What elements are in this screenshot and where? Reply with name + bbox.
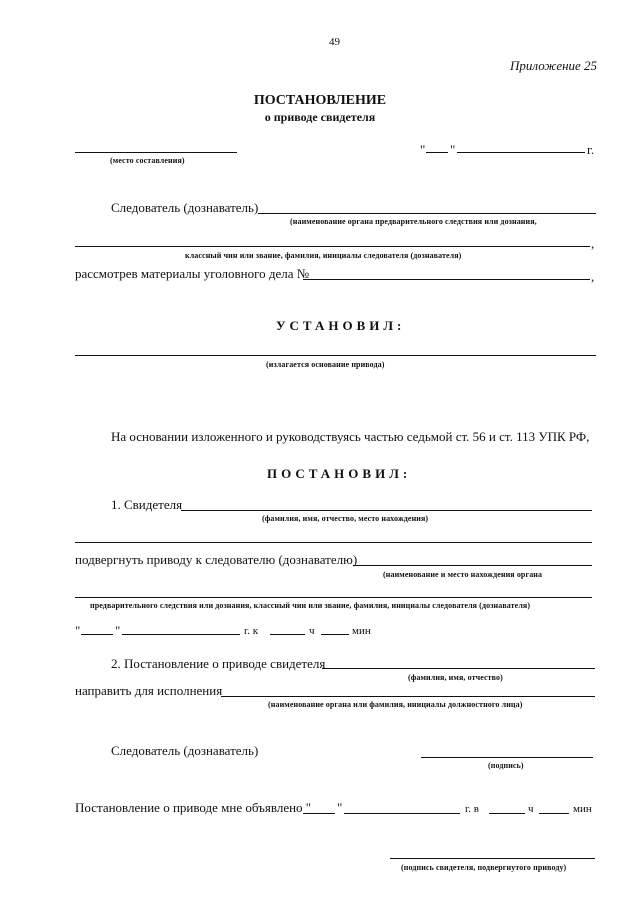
announce-day-field[interactable] [303,813,335,814]
time-hour-field[interactable] [270,634,305,635]
basis-text: На основании изложенного и руководствуясь частью седьмой ст. 56 и ст. 113 УПК РФ, [111,429,590,444]
place-field[interactable] [75,152,237,153]
announce-quote-close: " [337,800,343,815]
execute-field[interactable] [221,696,595,697]
document-subtitle: о приводе свидетеля [264,110,376,124]
established-heading: УСТАНОВИЛ: [276,318,406,333]
time-quote-close: " [115,623,121,638]
case-number-field[interactable] [303,279,590,280]
investigator-comma: , [591,236,595,251]
execute-label: направить для исполнения [75,683,223,698]
page-number: 49 [329,36,340,48]
date-quote-close: " [450,142,456,157]
signature-field[interactable] [421,757,593,758]
time-year-label: г. к [244,625,259,637]
investigator-label: Следователь (дознаватель) [111,200,259,215]
investigator-org-field[interactable] [258,213,596,214]
date-year-suffix: г. [587,142,595,157]
subject-label: подвергнуть приводу к следователю (дознавателю) [75,552,358,567]
investigator-rank-caption: классный чин или звание, фамилия, инициалы следователя (дознавателя) [185,251,462,260]
witness-name-field[interactable] [181,510,592,511]
time-quote-open: " [75,623,81,638]
announce-hour-label: ч [528,803,534,815]
witness-signature-caption: (подпись свидетеля, подвергнутого приводу) [401,863,567,872]
subject-caption: (наименование и место нахождения органа [383,570,543,579]
announce-minute-label: мин [573,803,592,815]
case-comma: , [591,269,595,284]
item1-label: 1. Свидетеля [111,497,183,512]
time-minute-field[interactable] [321,634,349,635]
resolved-heading: ПОСТАНОВИЛ: [267,466,412,481]
execute-caption: (наименование органа или фамилия, инициалы должностного лица) [268,700,523,709]
time-hour-label: ч [309,625,315,637]
time-month-field[interactable] [122,634,240,635]
item2-label: 2. Постановление о приводе свидетеля [111,656,326,671]
date-day-field[interactable] [426,152,448,153]
subject-rank-field[interactable] [75,597,592,598]
signature-caption: (подпись) [488,761,524,770]
appendix-label: Приложение 25 [510,58,598,73]
signature-label: Следователь (дознаватель) [111,743,259,758]
witness-location-field[interactable] [75,542,592,543]
time-minute-label: мин [352,625,371,637]
case-label: рассмотрев материалы уголовного дела № [75,266,310,281]
announce-label: Постановление о приводе мне объявлено " [75,800,312,815]
witness-signature-field[interactable] [390,858,595,859]
subject-org-field[interactable] [353,565,592,566]
investigator-rank-field[interactable] [75,246,590,247]
place-caption: (место составления) [110,156,185,165]
established-caption: (излагается основание привода) [266,360,385,369]
time-day-field[interactable] [81,634,113,635]
item2-caption: (фамилия, имя, отчество) [408,673,503,682]
document-title: ПОСТАНОВЛЕНИЕ [253,93,387,108]
item2-name-field[interactable] [322,668,595,669]
item1-caption: (фамилия, имя, отчество, место нахождения) [262,514,429,523]
announce-month-field[interactable] [344,813,460,814]
established-field[interactable] [75,355,596,356]
announce-minute-field[interactable] [539,813,569,814]
announce-year-label: г. в [465,803,479,815]
date-month-year-field[interactable] [457,152,585,153]
investigator-org-caption: (наименование органа предварительного следствия или дознания, [290,217,537,226]
date-quote-open: " [420,142,426,157]
announce-hour-field[interactable] [489,813,525,814]
subject-caption-2: предварительного следствия или дознания, классный чин или звание, фамилия, инициалы следователя (дознавателя) [90,601,531,610]
